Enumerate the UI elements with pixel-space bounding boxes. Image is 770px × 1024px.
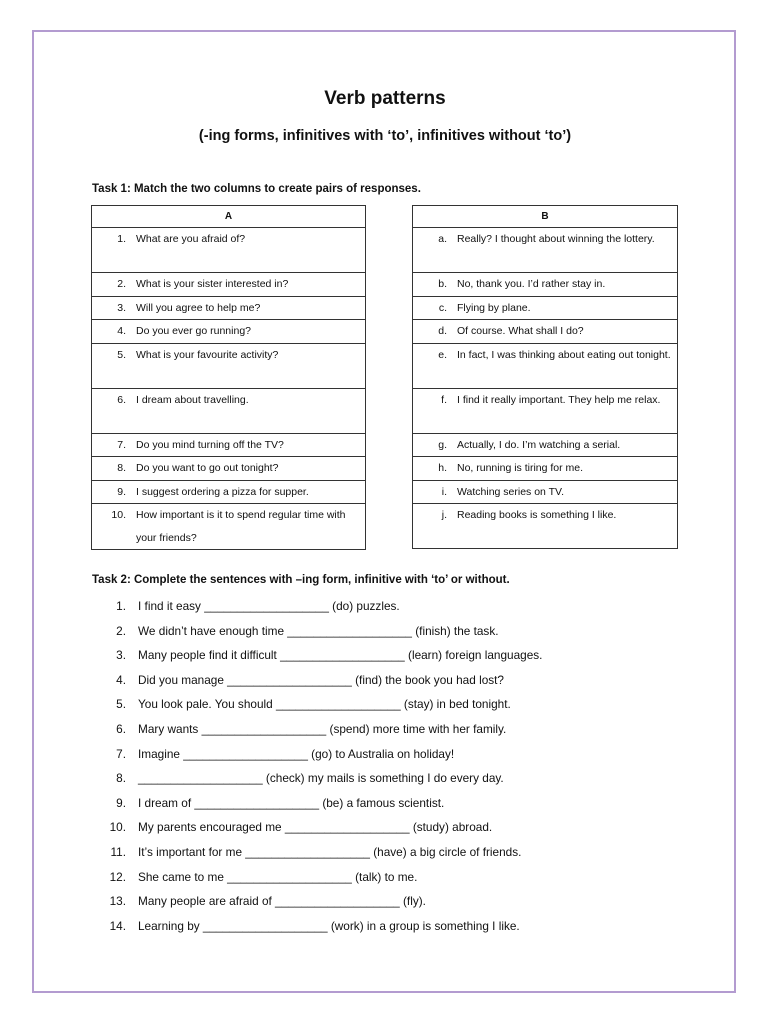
sentence-number: 3. [116,648,126,663]
item-number: 10. [111,509,126,521]
item-letter: c. [438,301,447,314]
column-a-item [92,320,365,343]
sentence-text: My parents encouraged me ___________________ (study) abroad. [138,820,493,835]
column-a-item [92,344,365,367]
sentence-text: I dream of ___________________ (be) a famous scientist. [138,795,445,810]
item-number: 6. [117,393,126,406]
sentence-text: You look pale. You should ___________________ (stay) in bed tonight. [138,697,511,712]
sentence-text: Mary wants ___________________ (spend) more time with her family. [138,721,507,736]
page-subtitle: (-ing forms, infinitives with ‘to’, infinitives without ‘to’) [198,128,572,144]
sentence-item [96,865,696,890]
item-text: Do you want to go out tonight? [136,462,279,474]
item-letter: f. [441,393,447,406]
item-text: What is your sister interested in? [136,278,289,290]
sentence-text: Imagine ___________________ (go) to Australia on holiday! [138,746,455,761]
sentence-item [96,914,696,939]
item-text: I suggest ordering a pizza for supper. [136,485,309,498]
sentence-item [96,889,696,914]
item-text: Actually, I do. I’m watching a serial. [457,438,621,451]
sentence-number: 9. [116,795,126,810]
item-number: 3. [117,301,126,314]
task1-heading: Task 1: Match the two columns to create pairs of responses. [92,183,421,195]
sentence-number: 1. [116,599,126,613]
item-text: What is your favourite activity? [136,348,279,361]
item-number: 8. [117,462,126,474]
sentence-text: Many people are afraid of ___________________ (fly). [138,894,426,909]
column-b-header: B [413,206,678,228]
item-letter: b. [438,278,447,290]
sentence-number: 5. [116,697,126,712]
column-b-item [413,481,677,504]
item-text: No, running is tiring for me. [457,462,584,474]
item-number: 7. [117,438,126,451]
sentence-item [96,692,696,717]
sentence-item [96,742,696,767]
column-b-item [413,344,677,367]
sentence-text: Did you manage ___________________ (find) the book you had lost? [138,672,504,687]
column-a-item [92,389,365,412]
column-a-table [91,205,366,550]
item-number: 2. [117,278,126,290]
item-text: Of course. What shall I do? [457,325,584,337]
column-b-table [412,205,678,549]
sentence-text: She came to me ___________________ (talk) to me. [138,869,418,884]
item-text: I find it really important. They help me relax. [457,393,661,406]
column-b-item [413,389,677,412]
column-b-item [413,320,677,343]
sentence-list [96,594,696,938]
item-number: 4. [117,325,126,337]
column-b-item [413,457,677,480]
column-a-item [92,273,365,296]
sentence-item [96,643,696,668]
item-text: No, thank you. I’d rather stay in. [457,278,606,290]
sentence-item [96,594,696,619]
item-letter: i. [441,485,447,498]
sentence-item [96,668,696,693]
sentence-text: ___________________ (check) my mails is something I do every day. [138,771,504,786]
sentence-text: Many people find it difficult ___________________ (learn) foreign languages. [138,648,543,663]
item-text: What are you afraid of? [136,233,246,245]
column-a-item [92,297,365,320]
item-text: Will you agree to help me? [136,301,261,314]
item-text: How important is it to spend regular time with your friends? [136,509,346,544]
sentence-number: 8. [116,771,126,786]
sentence-text: Learning by ___________________ (work) in a group is something I like. [138,918,520,933]
item-text: Do you ever go running? [136,325,251,337]
column-b-item [413,504,677,527]
item-letter: j. [441,509,447,521]
sentence-number: 4. [116,672,126,687]
item-text: Watching series on TV. [457,485,564,498]
page-title: Verb patterns [324,88,446,109]
sentence-number: 2. [116,623,126,638]
item-text: Do you mind turning off the TV? [136,438,284,451]
item-number: 9. [117,485,126,498]
column-b-item [413,273,677,296]
sentence-number: 14. [109,918,126,933]
column-a-item [92,457,365,480]
item-letter: e. [438,348,447,361]
column-b-item [413,434,677,457]
item-text: Reading books is something I like. [457,509,617,521]
item-number: 1. [117,233,126,245]
sentence-text: I find it easy ___________________ (do) puzzles. [138,599,400,613]
sentence-number: 10. [109,820,126,835]
item-text: Flying by plane. [457,301,531,314]
sentence-text: We didn’t have enough time ___________________ (finish) the task. [138,623,499,638]
sentence-item [96,791,696,816]
item-number: 5. [117,348,126,361]
item-text: Really? I thought about winning the lottery. [457,233,655,245]
item-letter: a. [438,233,447,245]
column-a-item [92,228,365,251]
sentence-number: 11. [110,844,126,859]
sentence-number: 7. [116,746,126,761]
sentence-item [96,840,696,865]
sentence-number: 13. [109,894,126,909]
column-a-header: A [92,206,366,228]
sentence-item [96,815,696,840]
sentence-item [96,619,696,644]
column-a-item [92,504,365,549]
item-letter: d. [438,325,447,337]
column-a-item [92,434,365,457]
sentence-number: 6. [116,721,126,736]
column-b-item [413,228,677,251]
sentence-item [96,766,696,791]
task2-heading: Task 2: Complete the sentences with –ing form, infinitive with ‘to’ or without. [92,574,510,586]
sentence-number: 12. [109,869,126,884]
column-a-item [92,481,365,504]
item-text: I dream about travelling. [136,393,249,406]
item-text: In fact, I was thinking about eating out tonight. [457,348,671,361]
item-letter: h. [438,462,447,474]
column-b-item [413,297,677,320]
sentence-text: It’s important for me ___________________ (have) a big circle of friends. [138,844,522,859]
sentence-item [96,717,696,742]
item-letter: g. [438,438,447,451]
